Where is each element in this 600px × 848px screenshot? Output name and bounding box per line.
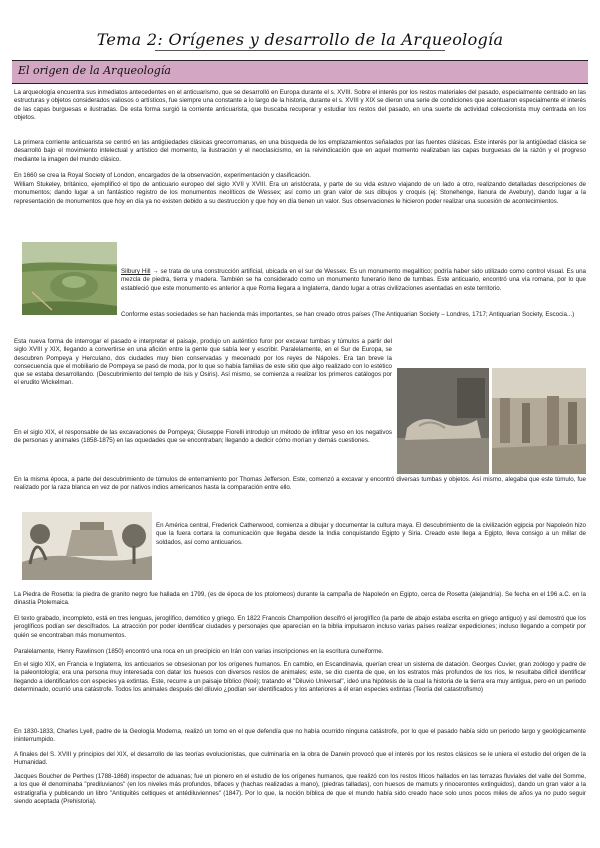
paragraph-excavaciones-tumulos: Esta nueva forma de interrogar el pasado e interpretar el paisaje, produjo un auténtico furor por excavar tumbas y túmulos a partir del siglo XVIII y XIX, llegando a convertirse en una afición entre la gente que sabía leer y escribir. Paralelamente, en el Sur de Europa, se descubren Pompeya y Herculano, dos ciudades muy bien conservadas y mecenado por los reyes de Nápoles. Era tan breve la consecuencia que el mobiliario de Pompeya se pasó de moda, por lo que so había familias de este sitio que algo realizado con lo estético que se estaba desarrollando. (Descubrimiento del templo de Isis y Osiris). Así mismo, se comienza a realizar los primeros catálogos por el erudito Wickelman. [14,338,392,387]
pompeii-excavation-photo [492,368,586,474]
paragraph-cuvier: En el siglo XIX, en Francia e Inglaterra, los anticuarios se obsesionan por los orígenes humanos. En cambio, en Escandinavia, querían crear un sistema de datación. Georges Cuvier, gran zoólogo y padre de la paleontología; era una persona muy interesada con datar los huesos con diversos restos de animales; este, se dio cuenta de que, en los estratos más profundos de los ríos, le resultaba difícil identificar llegando a identificarlos con especies ya extintas. Este, recurre a un paisaje bíblico (Noé); tratando el "Diluvio Universal", ideó una hipótesis de la cual la historia de la tierra era muy antigua, pero en un periodo determinado, ocurrió una catástrofe. Todos los animales después del diluvio ¿podían ser identificados y los anteriores a él eran especies extintas (Teoría del catastrofismo) [14,661,586,693]
pompeii-casts-photo [397,368,489,474]
paragraph-catherwood-napoleon: En América central, Frederick Catherwood, comienza a dibujar y documentar la cultura maya. El descubrimiento de la civilización egipcia por Napoleón hizo que la fuera cortara la comunicación que llegaba desde la India conquistando Egipto y Siria. Creado este llega a Egipto, lleva consigo a un millar de soldados, así como anticuarios. [156,522,586,546]
paragraph-boucher-de-perthes: Jacques Boucher de Perthes (1788-1868) inspector de aduanas; fue un pionero en el estudio de los orígenes humanos, que realizó con los restos líticos hallados en las terrazas fluviales del valle del Somme, a los que él denominaba "prediluvianos" (en los niveles más profundos, bifaces y (hachas realizadas a mano), (piedras talladas), con huesos de mamuts y rinocerontes extinguidos), dando un gran valor a la estratigrafía y publicando un libro "Antiquités celtiques et antédiluviennes" (1847). Por lo que, la noción bíblica de que el mundo había sido creado hace solo unos pocos miles de años ya no pudo seguir siendo aceptada (Prehistoria). [14,773,586,805]
paragraph-fiorelli: En el siglo XIX, el responsable de las excavaciones de Pompeya; Giuseppe Fiorelli introdujo un método de infiltrar yeso en los negativos de personas y animales (1858-1875) en las oquedades que se encontraban; llegando a dedicir cómo morían y demás cuestiones. [14,429,392,445]
paragraph-anticuarismo: La arqueología encuentra sus inmediatos antecedentes en el anticuarismo, que se desarrolló en Europa durante el s. XVIII. Sobre el interés por los restos materiales del pasado, especialmente centrado en las estructuras y objetos considerados valiosos o artísticos, fue siempre una constante a lo largo de la historia, durante el s. XVIII y XIX se dieron una serie de condiciones que acentuaron especialmente el interés de las capas burguesas e ilustradas. De esta forma surgió la corriente anticuarista, que buscaba recuperar y estudiar los restos del pasado, en una suerte de actividad coleccionista muy centrada en los objetos. [14,89,586,121]
silbury-hill-text: → se trata de una construcción artificial, ubicada en el sur de Wessex. Es un monumento megalítico; podría haber sido utilizado como control visual. Es una mezcla de piedra, tierra y madera. También se ha considerado como un monumento funerario lleno de tumbas. Este anticuario, encontró una vía romana, por lo que estableció que este monumento es anterior a que Roma llegara a Inglaterra, dando lugar a otras civilizaciones asentadas en este territorio. [121,268,586,292]
paragraph-champollion: El texto grabado, incompleto, está en tres lenguas, jeroglífico, demótico y griego. En 1822 Francois Champollion descifró el jeroglífico (la parte de abajo estaba escrita en griego antiguo) y así demostró que los jeroglíficos podían ser descifrados. La atracción por poder identificar ciudades y personajes que aparecían en la biblia impulsaron incluso varias países realizar expediciones; incluso llegando a competir por quién se encontraban más monumentos. [14,615,586,639]
paragraph-darwin: A finales del S. XVIII y principios del XIX, el desarrollo de las teorías evolucionistas, que culminaría en la obra de Darwin provocó que el interés por los restos clásicos se le uniera el estudio del origen de la Humanidad. [14,751,586,767]
catherwood-maya-drawing [22,512,152,580]
section-heading: El origen de la Arqueología [18,64,171,77]
paragraph-royal-society: En 1660 se crea la Royal Society of London, encargados de la observación, experimentación y clasificación. [14,172,311,179]
paragraph-piedra-rosetta: La Piedra de Rosetta: la piedra de granito negro fue hallada en 1799, (es de época de los ptolomeos) durante la campaña de Napoleón en Egipto, cerca de Rosetta (alejandría). Se fecha en el 196 a.C. en la dinastía Ptolemaica. [14,591,586,607]
paragraph-antiquarian-societies: Conforme estas sociedades se han hacienda más importantes, se han creado otros países (The Antiquarian Society – Londres, 1717; Antiquarian Society, Escocia...) [121,311,575,318]
silbury-hill-photo [22,242,117,315]
paragraph-jefferson: En la misma época, a parte del descubrimiento de túmulos de enterramiento por Thomas Jefferson. Este, comenzó a excavar y encontró diversas tumbas y objetos. Así mismo, alegaba que este túmulo, fue realizado por la raza blanca en vez de por nativos indios americanos hasta la comparación entre ello. [14,476,586,492]
section-heading-bar [12,60,588,84]
paragraph-antiguedades-clasicas: La primera corriente anticuarista se centró en las antigüedades clásicas grecorromanas, en una búsqueda de los emplazamientos señalados por las fuentes clásicas. Este interés por la antigüedad clásica se desarrolló bajo el movimiento intelectual y artístico del momento, la ilustración y el neoclasicismo, en la reivindicación que en aquel momento realizaban las capas burguesas de la razón y el progreso mediante la imagen del mundo clásico. [14,139,586,163]
paragraph-silbury-hill [121,268,586,293]
paragraph-stukeley: William Stukeley, británico, ejemplificó el tipo de anticuario europeo del siglo XVII y XVIII. Era un aristócrata, y parte de su vida estuvo viajando de un lado a otro, realizando detalladas descripciones de monumentos; dando lugar a un fantástico registro de los monumentos neolíticos de Wessex; así como un gran valor de sus dibujos y croquis (ej: Stonehenge, llanura de Avebury), dando lugar a la representación de monumentos que hoy en día ya no existen debido a su destrucción y que hoy en día tienen un valor. Sus observaciones le hicieron poder realizar una sucesión de acontecimientos. [14,181,586,205]
title-underline [155,50,445,51]
page-title: Tema 2: Orígenes y desarrollo de la Arqueología [96,30,504,49]
paragraph-rawlinson: Paralelamente, Henry Rawlinson (1850) encontró una roca en un precipicio en Irán con varias inscripciones en la escritura cuneiforme. [14,648,384,655]
paragraph-lyell: En 1830-1833, Charles Lyell, padre de la Geología Moderna, realizó un tomo en el que defendía que no había ocurrido ninguna catástrofe, por lo que el pasado había sido un periodo largo y geológicamente ininterrumpido. [14,728,586,744]
silbury-hill-link[interactable]: Silbury Hill [121,268,151,275]
